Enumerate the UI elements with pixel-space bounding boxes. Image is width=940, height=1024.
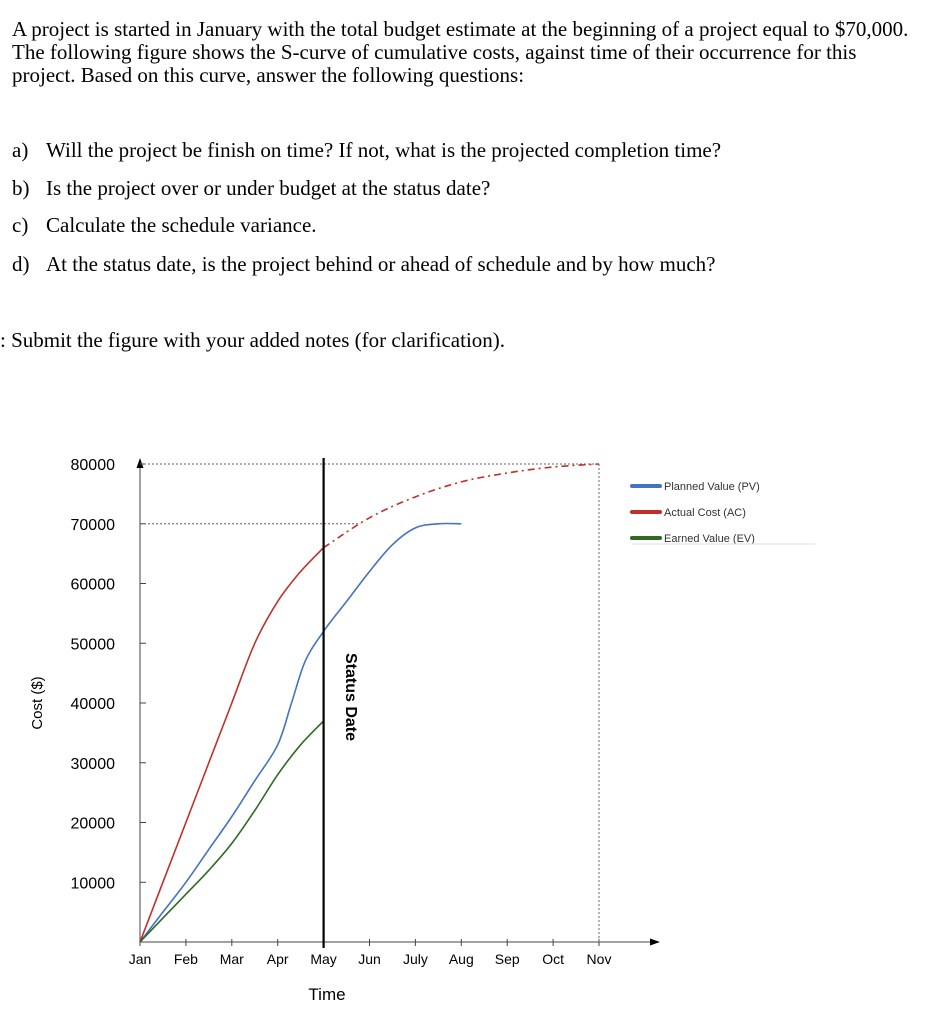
x-tick-label: Jan	[128, 951, 152, 967]
y-tick-label: 50000	[70, 636, 115, 654]
x-tick-label: Apr	[266, 951, 289, 967]
question-c	[12, 213, 317, 237]
y-tick-label: 20000	[70, 815, 115, 833]
x-tick-label: Sep	[494, 951, 520, 967]
y-tick-label: 10000	[70, 875, 115, 893]
question-label: d)	[12, 252, 30, 276]
y-tick-label: 60000	[70, 576, 115, 594]
submission-note: : Submit the figure with your added notes (for clarification).	[0, 328, 506, 352]
x-tick-label: Oct	[542, 951, 564, 967]
y-tick-label: 70000	[70, 516, 115, 534]
y-tick-label: 30000	[70, 755, 115, 773]
x-axis-arrow-icon	[650, 939, 660, 946]
x-tick-label: Aug	[448, 951, 474, 967]
legend-entry: Planned Value (PV)	[664, 481, 760, 493]
series-actual-cost-ac	[140, 548, 324, 942]
legend-entry: Actual Cost (AC)	[664, 507, 746, 519]
x-tick-label: Mar	[219, 951, 244, 967]
question-label: c)	[12, 213, 29, 237]
question-label: b)	[12, 176, 30, 200]
series-earned-value-ev	[140, 721, 324, 942]
question-text: Will the project be finish on time? If not, what is the projected completion time?	[46, 138, 722, 162]
question-text: Is the project over or under budget at the status date?	[46, 176, 491, 200]
x-axis-title: Time	[308, 985, 346, 1004]
y-axis-arrow-icon	[137, 458, 144, 468]
question-d	[12, 252, 715, 276]
y-tick-label: 40000	[70, 696, 115, 713]
series-planned-value-pv	[140, 523, 461, 942]
question-text: Calculate the schedule variance.	[46, 213, 317, 237]
y-axis-title: Cost ($)	[29, 676, 46, 730]
question-a	[12, 138, 721, 162]
x-tick-label: May	[310, 951, 337, 967]
status-date-label: Status Date	[342, 652, 359, 742]
y-tick-label: 80000	[70, 457, 115, 474]
series-actual-cost-ac-projected	[324, 464, 599, 548]
question-text: At the status date, is the project behind or ahead of schedule and by how much?	[46, 252, 716, 276]
x-tick-label: Jun	[358, 951, 381, 967]
x-tick-label: Nov	[586, 951, 612, 967]
s-curve-chart	[0, 430, 940, 1024]
legend-entry: Earned Value (EV)	[664, 533, 755, 545]
x-tick-label: Feb	[173, 951, 198, 967]
question-b	[12, 176, 490, 200]
x-tick-label: July	[402, 951, 428, 967]
problem-intro: A project is started in January with the total budget estimate at the beginning of a project equal to $70,000. The following figure shows the S-curve of cumulative costs, against time of their occurrence for this project. Based on this curve, answer the following questions:	[12, 17, 909, 87]
question-label: a)	[12, 138, 29, 162]
